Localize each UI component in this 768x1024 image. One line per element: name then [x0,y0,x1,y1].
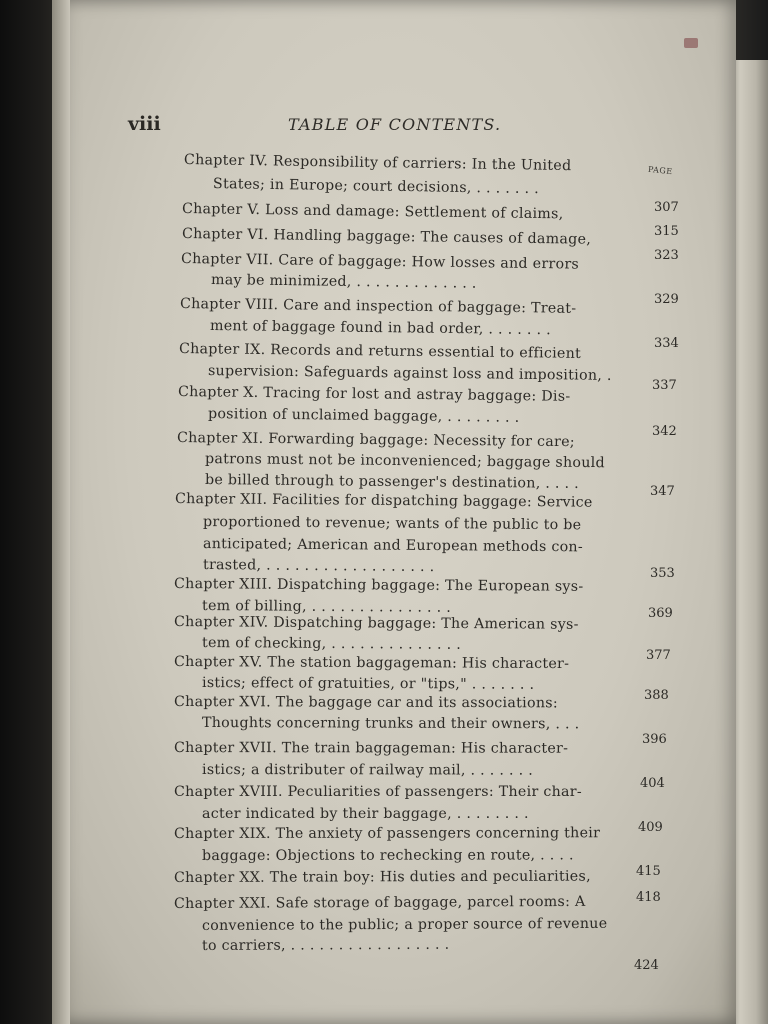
toc-line: position of unclaimed baggage, . . . . . . . . [207,406,520,426]
toc-line: to carriers, . . . . . . . . . . . . . . . . . [201,936,450,954]
toc-line: patrons must not be inconvenienced; baggage should [204,451,606,472]
toc-line: Chapter XIV. Dispatching baggage: The American sys- [173,614,579,633]
toc-page-number: 334 [654,336,679,351]
toc-line: Chapter XVI. The baggage car and its associations: [173,694,558,712]
toc-page-number: 323 [654,248,679,263]
toc-page-number: 329 [654,292,679,307]
toc-line: Chapter XX. The train boy: His duties and peculiarities, [173,868,591,886]
toc-line: Chapter VIII. Care and inspection of baggage: Treat- [179,296,577,317]
toc-line: convenience to the public; a proper source of revenue [201,915,608,934]
toc-page-number: 369 [648,606,673,621]
page-folio: viii [128,113,161,135]
toc-line: may be minimized, . . . . . . . . . . . . . [210,272,477,292]
toc-line: Chapter XV. The station baggageman: His character- [173,654,570,673]
toc-line: Chapter V. Loss and damage: Settlement of claims, [181,201,564,223]
toc-line: tem of checking, . . . . . . . . . . . . . . [201,635,462,653]
toc-line: Chapter XIII. Dispatching baggage: The European sys- [173,576,584,595]
toc-line: acter indicated by their baggage, . . . . . . . . [202,806,529,822]
toc-line: Chapter XI. Forwarding baggage: Necessity for care; [176,430,575,451]
toc-page-number: 424 [634,958,659,973]
toc-page-number: 404 [640,776,665,791]
toc-page-number: 409 [638,820,663,835]
toc-page-number: 353 [650,566,675,581]
toc-page-number: 342 [652,424,677,439]
toc-line: anticipated; American and European methods con- [202,536,584,556]
toc-line: baggage: Objections to rechecking en route, . . . . [201,847,574,864]
toc-line: Chapter XVIII. Peculiarities of passengers: Their char- [174,784,582,800]
toc-page-number: 347 [650,484,675,499]
toc-line: Chapter XII. Facilities for dispatching baggage: Service [174,491,593,511]
toc-line: supervision: Safeguards against loss and imposition, . [207,363,612,384]
toc-line: be billed through to passenger's destination, . . . . [204,472,580,492]
toc-line: ment of baggage found in bad order, . . . . . . . [209,318,552,339]
toc-line: Thoughts concerning trunks and their owners, . . . [201,715,580,733]
toc-page-number: 315 [654,224,679,239]
toc-line: istics; effect of gratuities, or "tips," . . . . . . . [201,675,535,693]
toc-line: Chapter X. Tracing for lost and astray baggage: Dis- [177,384,571,405]
toc-line: Chapter XVII. The train baggageman: His character- [173,740,569,757]
toc-page-number: 418 [636,890,661,905]
running-head: TABLE OF CONTENTS. [288,115,502,134]
toc-line: Chapter XIX. The anxiety of passengers concerning their [173,825,601,842]
toc-page-number: 307 [654,200,679,215]
page-column-label: PAGE [647,164,674,177]
toc-page-number: 377 [646,648,671,663]
toc-line: Chapter VI. Handling baggage: The causes of damage, [181,226,592,248]
toc-page-number: 415 [636,864,661,879]
toc-page-number: 396 [642,732,667,747]
toc-line: proportioned to revenue; wants of the public to be [202,514,582,534]
toc-line: Chapter VII. Care of baggage: How losses and errors [180,251,580,273]
toc-line: trasted, . . . . . . . . . . . . . . . . . . [202,557,435,576]
toc-line: Chapter IV. Responsibility of carriers: In the United [183,152,572,175]
toc-line: Chapter IX. Records and returns essential to efficient [178,341,582,362]
toc-page-number: 337 [652,378,677,393]
toc-page-number: 388 [644,688,669,703]
toc-line: tem of billing, . . . . . . . . . . . . . . . [201,598,452,616]
toc-line: Chapter XXI. Safe storage of baggage, parcel rooms: A [173,893,586,912]
toc-line: States; in Europe; court decisions, . . . . . . . [212,176,540,198]
toc-line: istics; a distributer of railway mail, . . . . . . . [201,762,534,779]
